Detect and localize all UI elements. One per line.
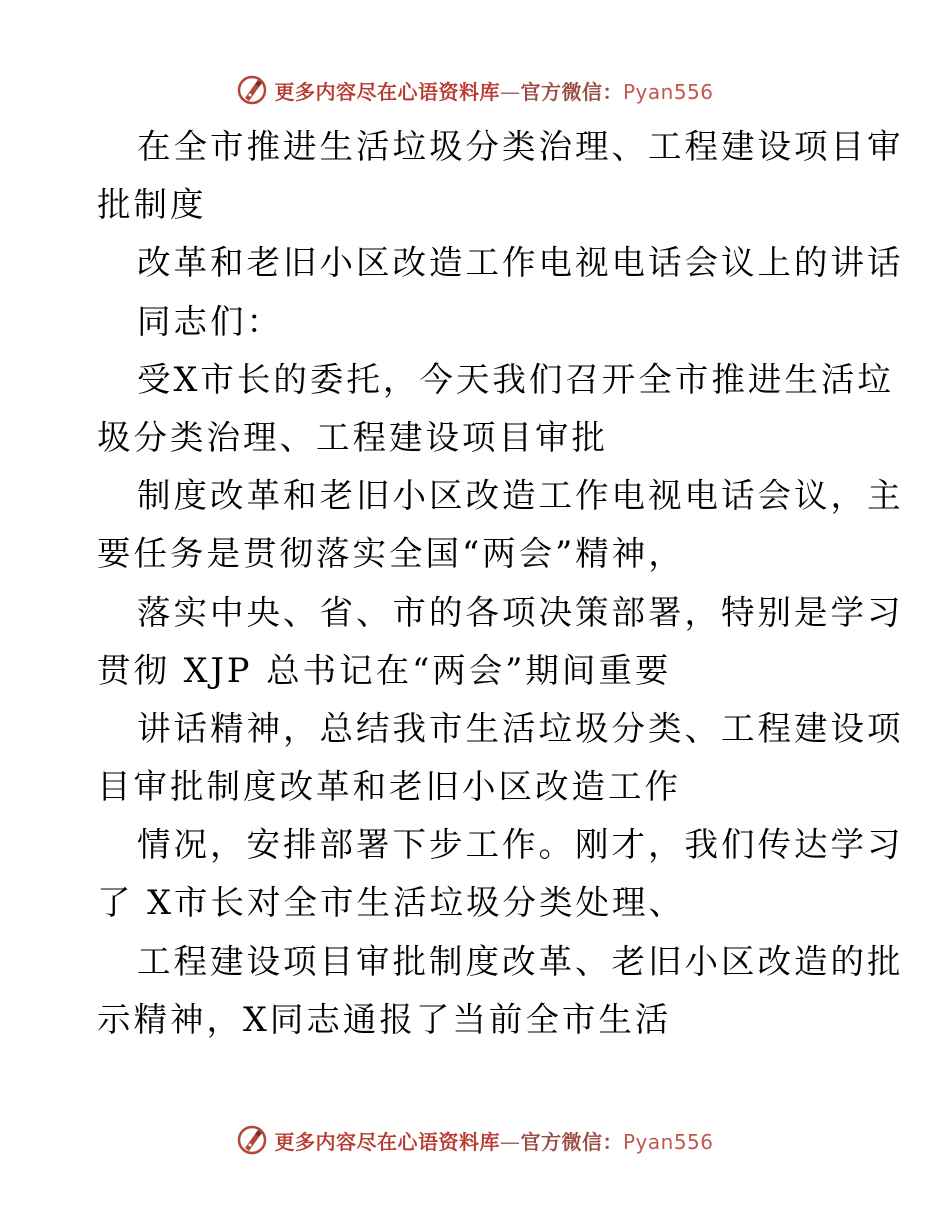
paragraph-line: 圾分类治理、工程建设项目审批 (97, 417, 608, 457)
pen-nib-logo-icon (236, 1124, 268, 1156)
banner-main-text: 更多内容尽在心语资料库 (274, 79, 500, 104)
pen-nib-logo-icon (236, 74, 268, 106)
paragraph-line: 落实中央、省、市的各项决策部署，特别是学习 (137, 592, 904, 632)
paragraph-line: 要任务是贯彻落实全国“两会”精神， (97, 534, 685, 574)
paragraph-line: 讲话精神，总结我市生活垃圾分类、工程建设项 (137, 708, 904, 748)
paragraph-line: 贯彻 XJP 总书记在“两会”期间重要 (97, 650, 672, 690)
paragraph-line: 改革和老旧小区改造工作电视电话会议上的讲话 (137, 243, 904, 283)
banner-wechat-id: Pyan556 (622, 79, 714, 104)
paragraph-line: 示精神，X同志通报了当前全市生活 (97, 999, 672, 1039)
banner-wechat-label: 官方微信： (520, 1129, 623, 1154)
paragraph-line: 同志们： (137, 301, 283, 341)
banner-wechat-id: Pyan556 (622, 1129, 714, 1154)
header-banner (0, 70, 950, 110)
paragraph-line: 受X市长的委托，今天我们召开全市推进生活垃 (137, 359, 894, 399)
paragraph-line: 在全市推进生活垃圾分类治理、工程建设项目审 (137, 127, 904, 166)
paragraph-line: 批制度 (97, 185, 207, 225)
banner-separator: — (499, 1129, 521, 1154)
banner-text (274, 1126, 713, 1155)
paragraph-line: 目审批制度改革和老旧小区改造工作 (97, 767, 681, 807)
banner-separator: — (499, 79, 521, 104)
banner-text (274, 76, 713, 105)
banner-wechat-label: 官方微信： (520, 79, 623, 104)
paragraph-line: 工程建设项目审批制度改革、老旧小区改造的批 (137, 941, 904, 981)
footer-banner (0, 1120, 950, 1160)
paragraph-line: 情况，安排部署下步工作。刚才，我们传达学习 (137, 825, 904, 865)
document-body (97, 118, 904, 1049)
banner-main-text: 更多内容尽在心语资料库 (274, 1129, 500, 1154)
paragraph-line: 了 X市长对全市生活垃圾分类处理、 (97, 883, 685, 923)
paragraph-line: 制度改革和老旧小区改造工作电视电话会议，主 (137, 476, 904, 516)
